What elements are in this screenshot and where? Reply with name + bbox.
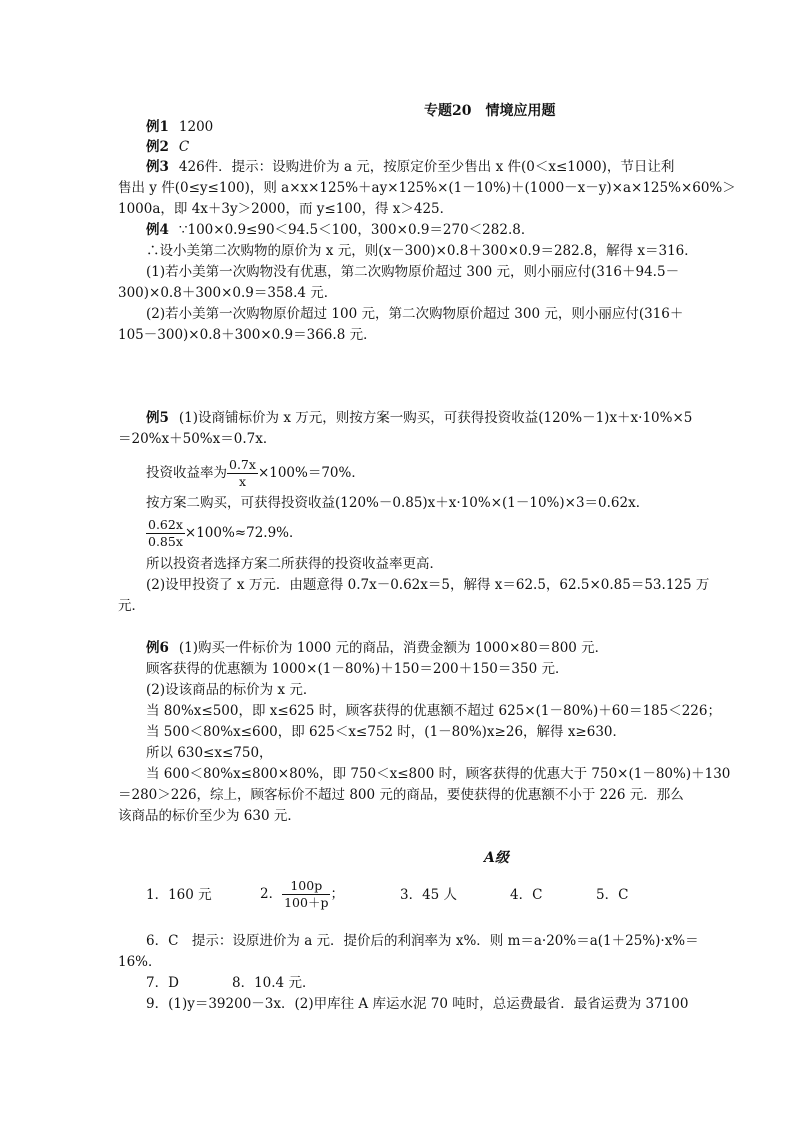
answer-1: 1．160 元	[146, 887, 212, 903]
example-4-label: 例4	[146, 222, 169, 238]
example-6-line-3: (2)设该商品的标价为 x 元．	[146, 682, 317, 698]
example-6-label: 例6	[146, 640, 169, 656]
example-4-line-6: 105－300)×0.8＋300×0.9＝366.8 元．	[118, 327, 377, 343]
fraction-0-62x-over-0-85x	[146, 517, 185, 550]
example-4-line-3: (1)若小美第一次购物没有优惠，第二次购物原价超过 300 元，则小丽应付(316＋94.5－	[146, 264, 680, 280]
example-2-label: 例2	[146, 139, 169, 155]
example-5-line-6: 所以投资者选择方案二所获得的投资收益率更高．	[146, 556, 443, 572]
fraction-denominator: 100＋p	[284, 895, 329, 910]
fraction-denominator: x	[238, 474, 246, 489]
example-6-line-2: 顾客获得的优惠额为 1000×(1－80%)＋150＝200＋150＝350 元．	[146, 661, 569, 677]
example-5-line-4: 按方案二购买，可获得投资收益(120%－0.85)x＋x·10%×(1－10%)×3＝0.62x．	[146, 495, 650, 511]
fraction-numerator: 100p	[282, 878, 330, 895]
answer-2-punct: ；	[330, 886, 344, 902]
example-4-line-2: ∴设小美第二次购物的原价为 x 元，则(x－300)×0.8＋300×0.9＝282.8，解得 x＝316．	[146, 243, 698, 259]
answer-2	[260, 876, 344, 912]
example-5-line-2: ＝20%x＋50%x＝0.7x．	[118, 431, 277, 447]
example-4-line-4: 300)×0.8＋300×0.9＝358.4 元．	[118, 285, 338, 301]
fraction-100p-over-100-plus-p	[282, 878, 330, 911]
example-2-answer: C	[178, 139, 190, 155]
example-5-line-8: 元．	[118, 598, 145, 614]
example-3-line-1	[146, 158, 674, 176]
example-3-text: 426件．提示：设购进价为 a 元，按原定价至少售出 x 件(0＜x≤1000)，节日让利	[178, 159, 675, 175]
example-5-line-3	[146, 455, 365, 491]
fraction-denominator: 0.85x	[148, 534, 183, 549]
example-5-line-1	[146, 409, 692, 427]
example-4-text: ∵100×0.9≤90＜94.5＜100，300×0.9＝270＜282.8．	[178, 222, 535, 238]
return-rate-value: ×100%＝70%．	[257, 465, 365, 481]
answer-4: 4．C	[510, 887, 543, 903]
example-5-line-5	[146, 515, 303, 551]
example-3-line-3: 1000a，即 4x＋3y＞2000，而 y≤100，得 x＞425．	[118, 201, 454, 217]
example-5-label: 例5	[146, 410, 169, 426]
example-6-line-6: 所以 630≤x≤750，	[146, 745, 273, 761]
example-6-line-5: 当 500＜80%x≤600，即 625＜x≤752 时，(1－80%)x≥26，解得 x≥630．	[146, 724, 627, 740]
fraction-0-7x-over-x	[227, 457, 258, 490]
example-6-line-9: 该商品的标价至少为 630 元．	[118, 808, 301, 824]
example-3-label: 例3	[146, 159, 169, 175]
example-3-line-2: 售出 y 件(0≤y≤100)，则 a×x×125%＋ay×125%×(1－10%)＋(1000－x－y)×a×125%×60%＞	[118, 180, 736, 196]
example-5-line-7: (2)设甲投资了 x 万元．由题意得 0.7x－0.62x＝5，解得 x＝62.5，62.5×0.85＝53.125 万	[146, 577, 710, 593]
answer-6-line-1: 6．C 提示：设原进价为 a 元．提价后的利润率为 x%．则 m＝a·20%＝a(1＋25%)·x%＝	[146, 933, 699, 949]
page-title: 专题20 情境应用题	[424, 103, 556, 119]
answer-9-line-1: 9．(1)y＝39200－3x．(2)甲库往 A 库运水泥 70 吨时，总运费最省．最省运费为 37100	[146, 996, 689, 1012]
answer-2-number: 2．	[260, 886, 283, 902]
fraction-numerator: 0.7x	[229, 457, 256, 472]
fraction-numerator: 0.62x	[148, 517, 183, 532]
example-1-label: 例1	[146, 119, 169, 135]
return-rate-label: 投资收益率为	[146, 465, 227, 481]
example-6-line-7: 当 600＜80%x≤800×80%，即 750＜x≤800 时，顾客获得的优惠大于 750×(1－80%)＋130	[146, 766, 731, 782]
example-2	[146, 138, 189, 156]
answer-7: 7．D	[146, 975, 179, 991]
example-6-line-8: ＝280＞226，综上，顾客标价不超过 800 元的商品，要使获得的优惠额不小于 226 元．那么	[118, 787, 684, 803]
example-4-line-5: (2)若小美第一次购物原价超过 100 元，第二次购物原价超过 300 元，则小丽应付(316＋	[146, 306, 684, 322]
answer-3: 3．45 人	[400, 887, 458, 903]
answer-8: 8．10.4 元．	[232, 975, 316, 991]
example-6-text: (1)购买一件标价为 1000 元的商品，消费金额为 1000×80＝800 元．	[178, 640, 609, 656]
example-1	[146, 118, 213, 136]
level-heading: A级	[484, 850, 509, 866]
return-rate-value: ×100%≈72.9%．	[184, 525, 303, 541]
example-6-line-1	[146, 639, 608, 657]
answer-5: 5．C	[596, 887, 629, 903]
example-4-line-1	[146, 221, 534, 239]
example-1-answer: 1200	[178, 119, 214, 135]
example-6-line-4: 当 80%x≤500，即 x≤625 时，顾客获得的优惠额不超过 625×(1－80%)＋60＝185＜226；	[146, 703, 721, 719]
answer-6-line-2: 16%．	[118, 954, 162, 970]
example-5-text: (1)设商铺标价为 x 万元，则按方案一购买，可获得投资收益(120%－1)x＋x·10%×5	[178, 410, 693, 426]
